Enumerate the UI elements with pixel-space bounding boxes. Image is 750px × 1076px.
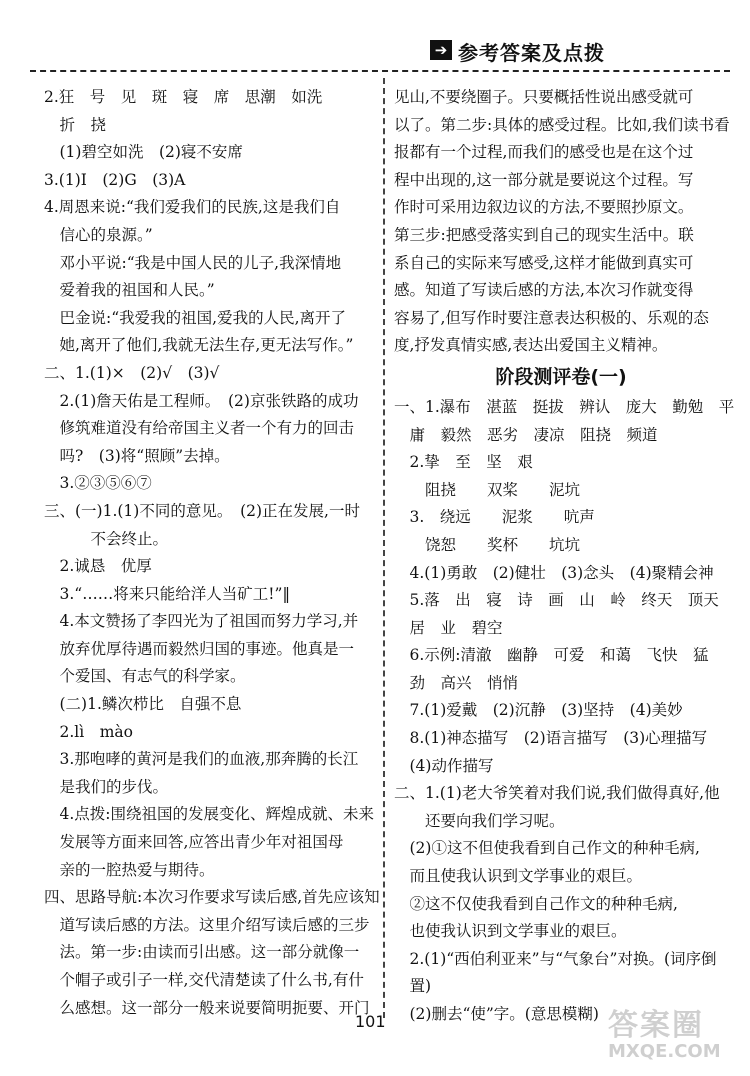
watermark-text-en: MXQE.COM: [608, 1041, 721, 1062]
text-line: 巴金说:“我爱我的祖国,爱我的人民,离开了: [44, 308, 347, 327]
text-line: 居 业 碧空: [394, 618, 503, 637]
text-line: 系自己的实际来写感受,这样才能做到真实可: [394, 253, 694, 272]
text-line: 四、思路导航:本次习作要求写读后感,首先应该知: [44, 888, 380, 907]
text-line: ②这不仅使我看到自己作文的种种毛病,: [394, 894, 678, 913]
text-line: 修筑难道没有给帝国主义者一个有力的回击: [44, 419, 355, 438]
text-line: 不会终止。: [44, 529, 169, 548]
right-arrow-icon: ➔: [430, 40, 452, 60]
page-number: 101: [355, 1012, 386, 1031]
text-line: 亲的一腔热爱与期待。: [44, 860, 215, 879]
text-line: 3.②③⑤⑥⑦: [44, 474, 152, 493]
text-line: 二、1.(1)老大爷笑着对我们说,我们做得真好,他: [394, 784, 720, 803]
text-line: 6.示例:清澈 幽静 可爱 和蔼 飞快 猛: [394, 646, 709, 665]
text-line: 作时可采用边叙边议的方法,不要照抄原文。: [394, 198, 694, 217]
text-line: (2)①这不但使我看到自己作文的种种毛病,: [394, 839, 700, 858]
text-line: 5.落 出 寝 诗 画 山 岭 终天 顶天: [394, 591, 719, 610]
text-line: 一、1.瀑布 湛蓝 挺拔 辨认 庞大 勤勉 平: [394, 397, 735, 416]
text-line: 劲 高兴 悄悄: [394, 673, 519, 692]
text-line: 道写读后感的方法。这里介绍写读后感的三步: [44, 915, 370, 934]
text-line: (4)动作描写: [394, 756, 494, 775]
section-heading: 阶段测评卷(一): [495, 365, 627, 388]
text-line: 三、(一)1.(1)不同的意见。 (2)正在发展,一时: [44, 501, 360, 520]
text-line: 报都有一个过程,而我们的感受也是在这个过: [394, 143, 694, 162]
text-line: 折 挠: [44, 115, 107, 134]
text-line: 爱着我的祖国和人民。”: [44, 281, 215, 300]
text-line: 第三步:把感受落实到自己的现实生活中。联: [394, 225, 694, 244]
text-line: 8.(1)神态描写 (2)语言描写 (3)心理描写: [394, 729, 708, 748]
text-line: 2.狂 号 见 斑 寝 席 思潮 如洗: [44, 88, 323, 106]
text-line: 吗? (3)将“照顾”去掉。: [44, 446, 230, 465]
text-line: 庸 毅然 恶劣 凄凉 阻挠 频道: [394, 425, 658, 444]
text-line: 2.挚 至 坚 艰: [394, 453, 533, 472]
text-line: 4.点拨:围绕祖国的发展变化、辉煌成就、未来: [44, 805, 375, 824]
text-line: (二)1.鳞次栉比 自强不息: [44, 695, 242, 714]
column-divider: [383, 78, 385, 1018]
text-line: 容易了,但写作时要注意表达积极的、乐观的态: [394, 308, 709, 327]
text-line: 饶恕 奖杯 坑坑: [394, 535, 581, 554]
text-line: 2.(1)“西伯利亚来”与“气象台”对换。(词序倒: [394, 949, 717, 968]
text-line: 置): [394, 977, 432, 996]
text-line: 信心的泉源。”: [44, 225, 153, 244]
right-column: [394, 84, 735, 1029]
text-line: 么感想。这一部分一般来说要简明扼要、开门: [44, 998, 370, 1017]
text-line: 邓小平说:“我是中国人民的儿子,我深情地: [44, 253, 342, 272]
text-line: 2.(1)詹天佑是工程师。 (2)京张铁路的成功: [44, 391, 359, 410]
text-line: 2.lì mào: [44, 722, 133, 741]
text-line: 见山,不要绕圈子。只要概括性说出感受就可: [394, 88, 694, 106]
right-column-top: [394, 84, 728, 360]
page-header: [30, 40, 730, 70]
text-line: 3.“……将来只能给洋人当矿工!”‖: [44, 584, 291, 603]
text-line: 是我们的步伐。: [44, 777, 169, 796]
text-line: 个帽子或引子一样,交代清楚读了什么书,有什: [44, 971, 364, 989]
text-line: 以了。第二步:具体的感受过程。比如,我们读书看: [394, 115, 730, 134]
header-divider: [30, 70, 730, 72]
text-line: 放弃优厚待遇而毅然归国的事迹。他真是一: [44, 639, 355, 658]
text-line: 4.本文赞扬了李四光为了祖国而努力学习,并: [44, 612, 359, 631]
text-line: 4.(1)勇敢 (2)健壮 (3)念头 (4)聚精会神: [394, 563, 714, 582]
right-column-bottom: [394, 394, 735, 1029]
text-line: 法。第一步:由读而引出感。这一部分就像一: [44, 943, 360, 962]
text-line: 还要向我们学习呢。: [394, 811, 565, 830]
text-line: (2)删去“使”字。(意思模糊): [394, 1005, 599, 1023]
text-line: 阻挠 双桨 泥坑: [394, 480, 581, 499]
text-line: 她,离开了他们,我就无法生存,更无法写作。”: [44, 336, 354, 355]
text-line: 而且使我认识到文学事业的艰巨。: [394, 867, 643, 886]
text-line: 4.周恩来说:“我们爱我们的民族,这是我们自: [44, 198, 341, 217]
left-column: [44, 84, 380, 1022]
watermark-text-cn: 答案圈: [608, 1008, 704, 1043]
header-title: 参考答案及点拨: [458, 41, 605, 65]
text-line: 3.(1)I (2)G (3)A: [44, 170, 186, 189]
text-line: 程中出现的,这一部分就是要说这个过程。写: [394, 170, 694, 189]
text-line: 7.(1)爱戴 (2)沉静 (3)坚持 (4)美妙: [394, 701, 683, 720]
text-line: 个爱国、有志气的科学家。: [44, 667, 246, 686]
text-line: (1)碧空如洗 (2)寝不安席: [44, 143, 243, 162]
text-line: 3.那咆哮的黄河是我们的血液,那奔腾的长江: [44, 750, 359, 769]
text-line: 2.诚恳 优厚: [44, 557, 152, 576]
text-line: 二、1.(1)× (2)√ (3)√: [44, 363, 220, 382]
text-line: 发展等方面来回答,应答出青少年对祖国母: [44, 833, 344, 852]
watermark-logo: [608, 1010, 744, 1070]
text-line: 3. 绕远 泥浆 吭声: [394, 508, 595, 527]
text-line: 也使我认识到文学事业的艰巨。: [394, 922, 627, 941]
text-line: 感。知道了写读后感的方法,本次习作就变得: [394, 281, 694, 300]
text-line: 度,抒发真情实感,表达出爱国主义精神。: [394, 336, 668, 355]
